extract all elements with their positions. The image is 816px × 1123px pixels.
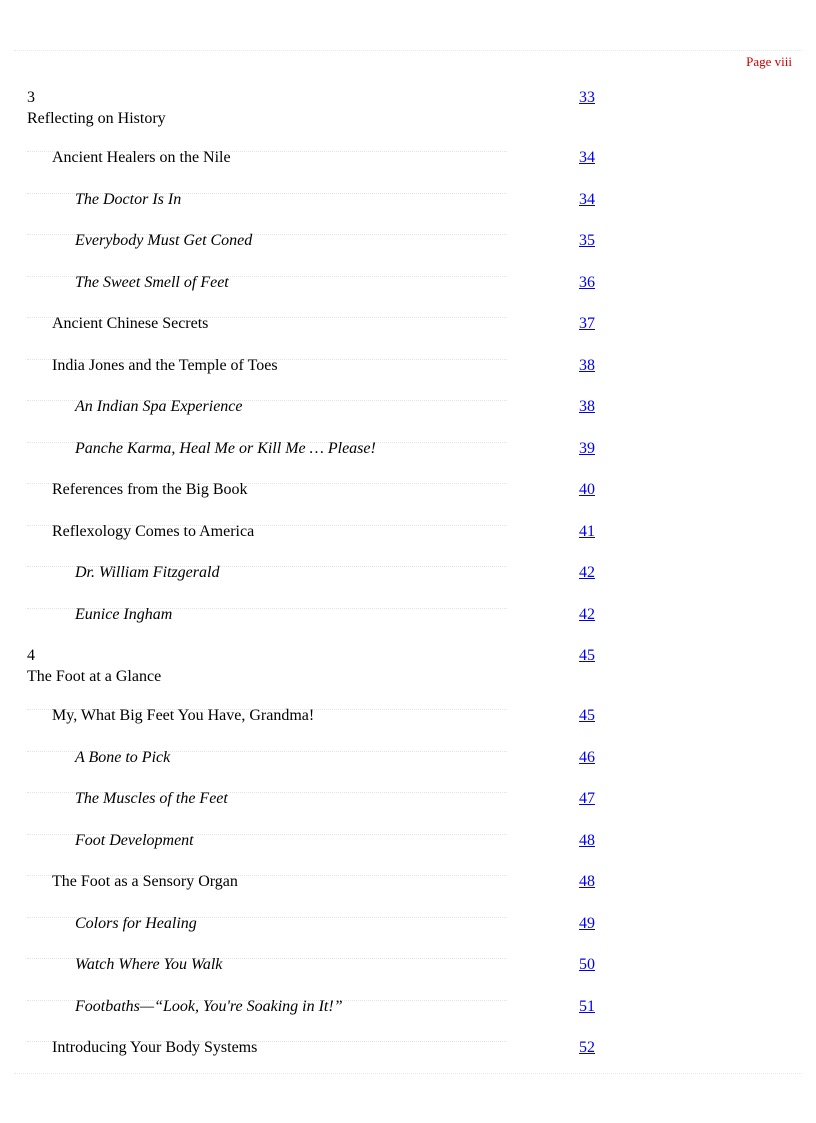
page-link[interactable]: 36 [579,273,595,291]
page-link[interactable]: 46 [579,748,595,766]
page-link[interactable]: 50 [579,956,595,973]
toc-subsection-row [27,437,597,479]
toc-section-row [27,704,597,746]
toc-subsection-row [27,912,597,954]
page-link[interactable]: 45 [579,647,595,664]
subsection-title: Footbaths—“Look, You're Soaking in It!” [75,997,343,1015]
page-link[interactable]: 48 [579,831,595,849]
toc-section-row [27,354,597,396]
chapter-number: 3 [27,89,35,106]
page-link[interactable]: 38 [579,398,595,415]
toc-subsection-row [27,995,597,1037]
toc-chapter-row [27,86,597,146]
subsection-title: The Sweet Smell of Feet [75,273,229,291]
toc-subsection-row [27,561,597,603]
page-link[interactable]: 41 [579,522,595,540]
page-link[interactable]: 40 [579,481,595,498]
page-link[interactable]: 49 [579,914,595,932]
toc-section-row [27,478,597,520]
section-title: India Jones and the Temple of Toes [52,356,278,374]
chapter-heading [27,645,161,687]
subsection-title: Panche Karma, Heal Me or Kill Me … Please! [75,439,376,457]
page-link[interactable]: 34 [579,149,595,166]
section-title: Reflexology Comes to America [52,522,255,540]
subsection-title: Watch Where You Walk [75,956,223,973]
section-title: Introducing Your Body Systems [52,1039,258,1056]
toc-subsection-row [27,603,597,645]
page-number: Page viii [746,54,792,69]
subsection-title: The Muscles of the Feet [75,790,228,807]
toc-section-row [27,1036,597,1078]
page-link[interactable]: 33 [579,89,595,106]
toc-section-row [27,146,597,188]
subsection-title: A Bone to Pick [75,748,171,766]
page-link[interactable]: 37 [579,315,595,332]
page-link[interactable]: 35 [579,232,595,249]
toc-subsection-row [27,746,597,788]
section-title: References from the Big Book [52,481,248,498]
section-title: Ancient Chinese Secrets [52,315,209,332]
subsection-title: Colors for Healing [75,914,197,932]
subsection-title: Dr. William Fitzgerald [75,564,220,581]
chapter-number: 4 [27,647,35,664]
toc-section-row [27,312,597,354]
table-of-contents [27,86,597,1078]
subsection-title: Eunice Ingham [75,605,173,623]
page-link[interactable]: 45 [579,707,595,724]
page-link[interactable]: 39 [579,439,595,457]
toc-subsection-row [27,829,597,871]
subsection-title: An Indian Spa Experience [75,398,243,415]
toc-chapter-row [27,644,597,704]
toc-subsection-row [27,787,597,829]
page-link[interactable]: 38 [579,356,595,374]
chapter-title: Reflecting on History [27,110,166,127]
toc-subsection-row [27,395,597,437]
toc-subsection-row [27,953,597,995]
page-link[interactable]: 34 [579,190,595,208]
section-title: The Foot as a Sensory Organ [52,873,238,890]
subsection-title: Foot Development [75,831,194,849]
page-link[interactable]: 51 [579,997,595,1015]
subsection-title: Everybody Must Get Coned [75,232,253,249]
toc-subsection-row [27,271,597,313]
chapter-heading [27,87,166,129]
section-title: Ancient Healers on the Nile [52,149,231,166]
page-link[interactable]: 42 [579,605,595,623]
section-title: My, What Big Feet You Have, Grandma! [52,707,315,724]
toc-subsection-row [27,229,597,271]
toc-section-row [27,520,597,562]
page-link[interactable]: 48 [579,873,595,890]
toc-section-row [27,870,597,912]
chapter-title: The Foot at a Glance [27,668,162,685]
page-link[interactable]: 47 [579,790,595,807]
toc-subsection-row [27,188,597,230]
subsection-title: The Doctor Is In [75,190,182,208]
page-link[interactable]: 42 [579,564,595,581]
page-link[interactable]: 52 [579,1039,595,1056]
